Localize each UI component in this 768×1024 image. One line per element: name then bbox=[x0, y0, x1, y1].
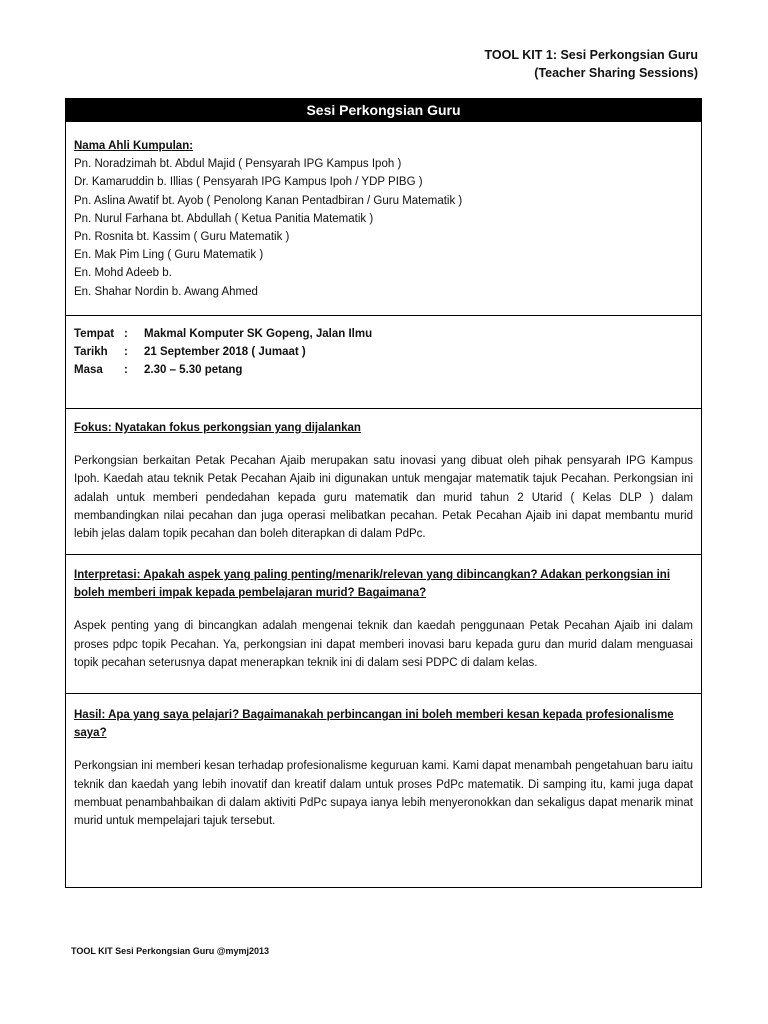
venue-value: Makmal Komputer SK Gopeng, Jalan Ilmu bbox=[144, 328, 373, 340]
header-title: TOOL KIT 1: Sesi Perkongsian Guru bbox=[484, 48, 698, 62]
focus-body: Perkongsian berkaitan Petak Pecahan Ajaib merupakan satu inovasi yang dibuat oleh pihak pensyarah IPG Kampus Ipoh. Kaedah atau teknik Petak Pecahan Ajaib ini digunakan untuk mengajar matematik tajuk Pecahan. Perkongsian ini adalah untuk memberi pendedahan kepada guru matematik dan murid tahun 2 Utarid ( Kelas DLP ) dalam membandingkan nilai pecahan dan juga operasi melibatkan pecahan. Petak Pecahan Ajaib ini dapat membantu murid lebih jelas dalam topik pecahan dan boleh diterapkan di dalam PdPc. bbox=[74, 455, 693, 541]
members-section bbox=[66, 122, 701, 315]
venue-sep: : bbox=[124, 364, 128, 377]
member-item: En. Shahar Nordin b. Awang Ahmed bbox=[74, 285, 258, 298]
member-item: En. Mohd Adeeb b. bbox=[74, 267, 172, 280]
result-section bbox=[66, 693, 701, 889]
document-header bbox=[485, 46, 698, 82]
member-item: Pn. Aslina Awatif bt. Ayob ( Penolong Kanan Pentadbiran / Guru Matematik ) bbox=[74, 194, 463, 207]
member-item: Pn. Nurul Farhana bt. Abdullah ( Ketua Panitia Matematik ) bbox=[74, 212, 374, 225]
interpretation-heading: Interpretasi: Apakah aspek yang paling penting/menarik/relevan yang dibincangkan? Adakan perkongsian ini boleh memberi impak kepada pembelajaran murid? Bagaimana? bbox=[74, 569, 671, 600]
member-item: En. Mak Pim Ling ( Guru Matematik ) bbox=[74, 249, 264, 262]
venue-row-date bbox=[74, 343, 693, 361]
members-heading: Nama Ahli Kumpulan: bbox=[74, 140, 194, 152]
result-heading: Hasil: Apa yang saya pelajari? Bagaimanakah perbincangan ini boleh memberi kesan kepada profesionalisme saya? bbox=[74, 709, 674, 740]
venue-key: Tarikh bbox=[74, 346, 108, 359]
venue-row-place bbox=[74, 325, 693, 343]
header-subtitle: (Teacher Sharing Sessions) bbox=[534, 66, 698, 80]
document-footer: TOOL KIT Sesi Perkongsian Guru @mymj2013 bbox=[71, 946, 270, 956]
form-title: Sesi Perkongsian Guru bbox=[66, 99, 701, 122]
venue-row-time bbox=[74, 361, 693, 379]
interpretation-body: Aspek penting yang di bincangkan adalah mengenai teknik dan kaedah penggunaan Petak Pecahan Ajaib ini dalam proses pdpc topik Pecahan. Ya, perkongsian ini dapat memberi inovasi baru kepada guru dan murid dalam menguasai topik pecahan seterusnya dapat menerapkan teknik ini di dalam sesi PDPC di dalam kelas. bbox=[74, 620, 693, 669]
members-list bbox=[74, 155, 693, 301]
result-body: Perkongsian ini memberi kesan terhadap profesionalisme keguruan kami. Kami dapat menambah pengetahuan baru iaitu teknik dan kaedah yang lebih inovatif dan kreatif dalam untuk proses PdPc matematik. Di samping itu, kami juga dapat membuat penambahbaikan di dalam aktiviti PdPc supaya ianya lebih menyeronokkan dan sekaligus dapat menarik minat murid untuk mempelajari tajuk tersebut. bbox=[74, 760, 693, 828]
venue-value: 2.30 – 5.30 petang bbox=[144, 364, 243, 377]
venue-value: 21 September 2018 ( Jumaat ) bbox=[144, 346, 306, 359]
sharing-form bbox=[65, 98, 702, 888]
member-item: Dr. Kamaruddin b. Illias ( Pensyarah IPG Kampus Ipoh / YDP PIBG ) bbox=[74, 176, 423, 189]
focus-section bbox=[66, 408, 701, 554]
member-item: Pn. Noradzimah bt. Abdul Majid ( Pensyarah IPG Kampus Ipoh ) bbox=[74, 158, 402, 171]
member-item: Pn. Rosnita bt. Kassim ( Guru Matematik ) bbox=[74, 231, 290, 244]
venue-section bbox=[66, 315, 701, 408]
venue-key: Tempat bbox=[74, 328, 115, 340]
focus-heading: Fokus: Nyatakan fokus perkongsian yang dijalankan bbox=[74, 422, 361, 434]
interpretation-section bbox=[66, 554, 701, 693]
venue-sep: : bbox=[124, 328, 128, 340]
venue-key: Masa bbox=[74, 364, 103, 377]
venue-sep: : bbox=[124, 346, 128, 359]
